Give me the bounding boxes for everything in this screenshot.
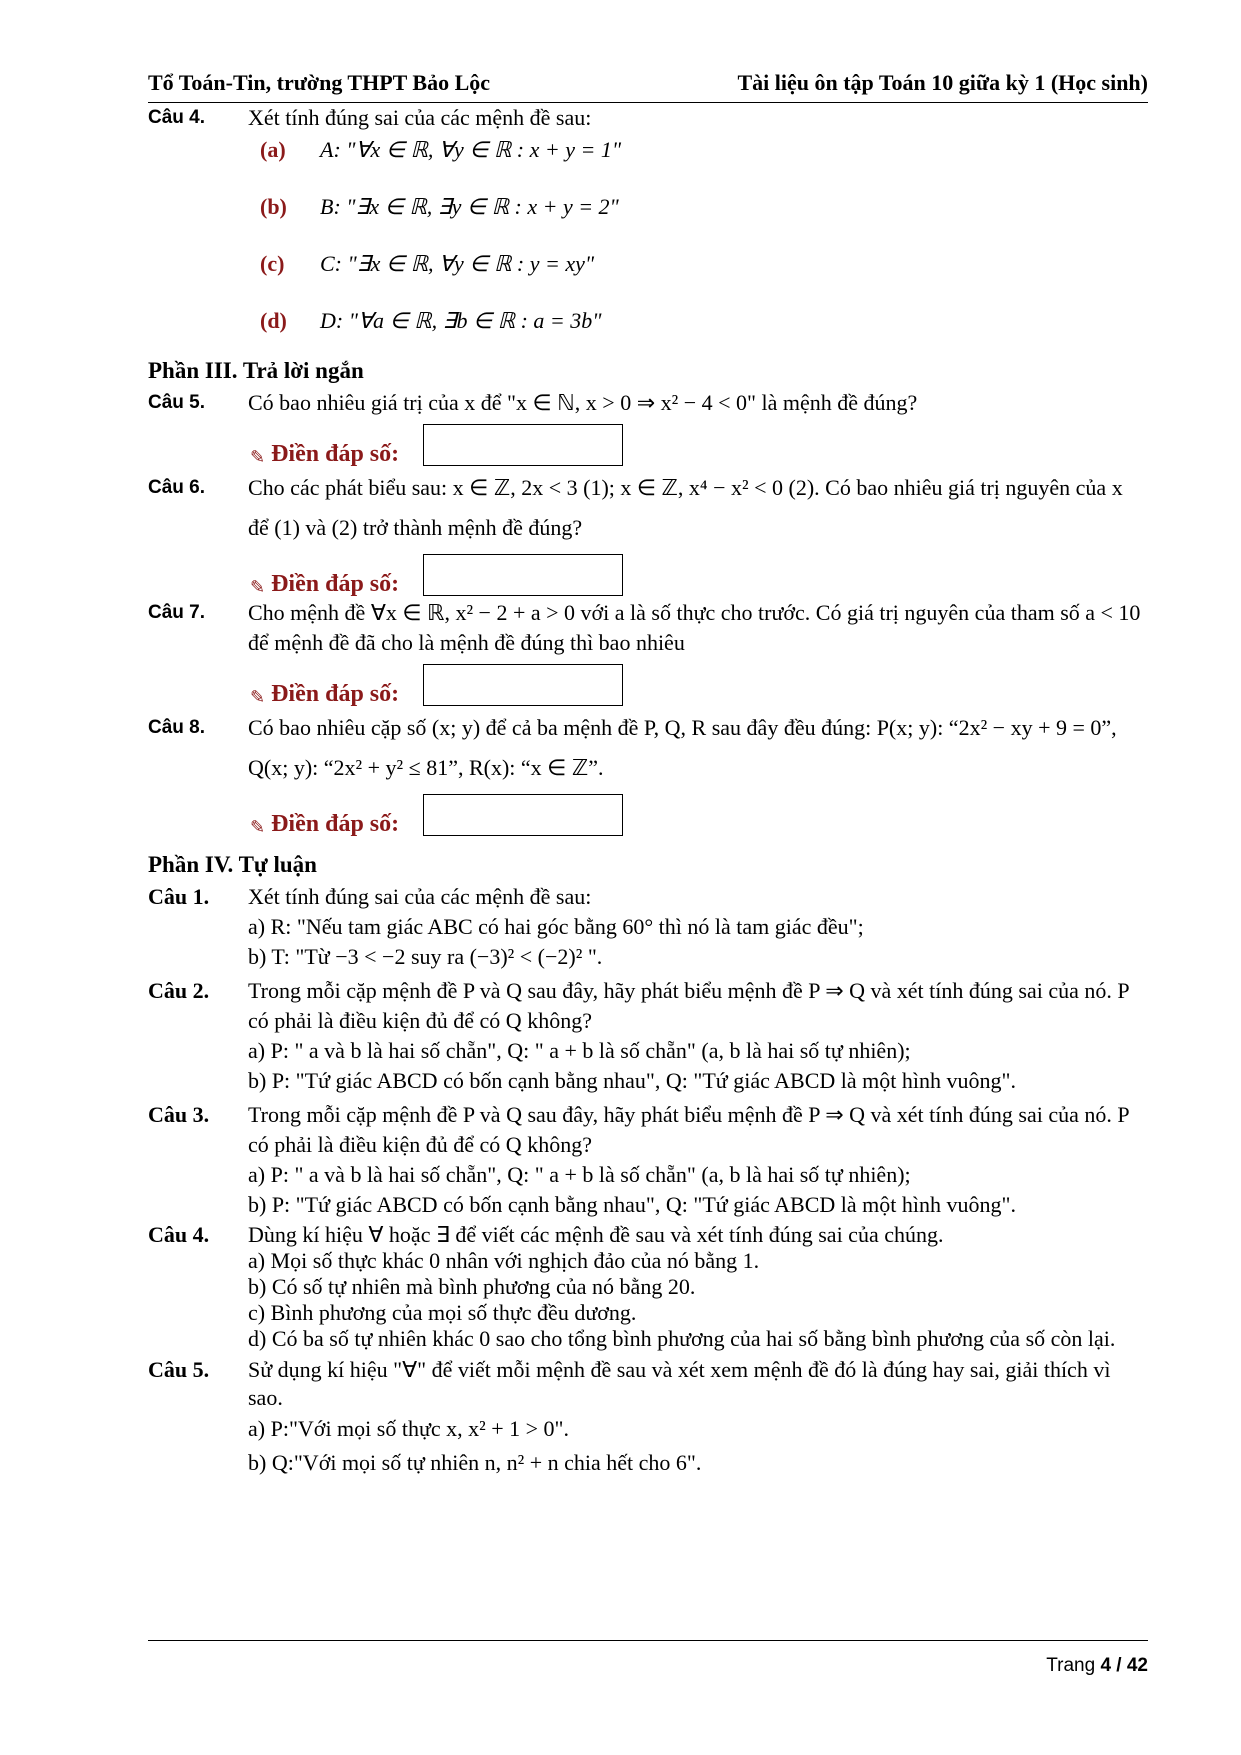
question-5 — [148, 388, 1148, 418]
question-text: Trong mỗi cặp mệnh đề P và Q sau đây, hãy phát biểu mệnh đề P ⇒ Q và xét tính đúng sai của nó. P có phải là điều kiện đủ để có Q không? — [248, 1102, 1129, 1157]
question-7 — [148, 598, 1148, 658]
answer-row — [250, 794, 1148, 838]
question-text: Xét tính đúng sai của các mệnh đề sau: — [248, 884, 592, 909]
page-current: 4 — [1100, 1655, 1112, 1676]
question-label: Câu 5. — [148, 1357, 210, 1382]
option-b — [260, 194, 1148, 251]
question-text: Cho mệnh đề ∀x ∈ ℝ, x² − 2 + a > 0 với a là số thực cho trước. Có giá trị nguyên của tham số a < 10 để mệnh đề đã cho là mệnh đề đúng thì bao nhiêu — [248, 600, 1141, 655]
sub-item: b) T: "Từ −3 < −2 suy ra (−3)² < (−2)² ". — [248, 944, 603, 969]
option-a — [260, 137, 1148, 194]
question-label: Câu 6. — [148, 477, 206, 498]
answer-box[interactable] — [423, 794, 623, 836]
option-d — [260, 308, 1148, 348]
sub-item: d) Có ba số tự nhiên khác 0 sao cho tổng bình phương của hai số bằng bình phương của số còn lại. — [248, 1326, 1116, 1351]
pencil-icon: ✎ — [250, 577, 266, 597]
answer-label: Điền đáp số: — [271, 681, 400, 707]
pencil-icon: ✎ — [250, 817, 266, 837]
answer-box[interactable] — [423, 554, 623, 596]
option-text: A: "∀x ∈ ℝ, ∀y ∈ ℝ : x + y = 1" — [320, 137, 622, 162]
question-text: Trong mỗi cặp mệnh đề P và Q sau đây, hãy phát biểu mệnh đề P ⇒ Q và xét tính đúng sai của nó. P có phải là điều kiện đủ để có Q không? — [248, 978, 1129, 1033]
pencil-icon: ✎ — [250, 447, 266, 467]
option-text: D: "∀a ∈ ℝ, ∃b ∈ ℝ : a = 3b" — [320, 308, 602, 333]
question-label: Câu 4. — [148, 107, 206, 128]
page — [148, 70, 1148, 1480]
option-list — [148, 137, 1148, 348]
question-6 — [148, 468, 1148, 548]
question-text: Cho các phát biểu sau: x ∈ ℤ, 2x < 3 (1); x ∈ ℤ, x⁴ − x² < 0 (2). Có bao nhiêu giá trị nguyên của x để (1) và (2) trở thành mệnh đề đúng? — [248, 475, 1123, 540]
essay-question-2 — [148, 976, 1148, 1096]
page-header — [148, 70, 1148, 103]
sub-item: b) P: "Tứ giác ABCD có bốn cạnh bằng nhau", Q: "Tứ giác ABCD là một hình vuông". — [248, 1192, 1016, 1217]
answer-row — [250, 664, 1148, 708]
option-label: (a) — [260, 137, 286, 162]
sub-item: b) Có số tự nhiên mà bình phương của nó bằng 20. — [248, 1274, 696, 1299]
answer-row — [250, 554, 1148, 598]
answer-box[interactable] — [423, 664, 623, 706]
sub-item: a) P:"Với mọi số thực x, x² + 1 > 0". — [248, 1416, 570, 1441]
question-label: Câu 1. — [148, 884, 210, 909]
page-total: / 42 — [1116, 1655, 1148, 1676]
section-title: Phần III. Trả lời ngắn — [148, 358, 364, 383]
question-label: Câu 7. — [148, 602, 206, 623]
essay-question-3 — [148, 1100, 1148, 1220]
sub-item: a) R: "Nếu tam giác ABC có hai góc bằng 60° thì nó là tam giác đều"; — [248, 914, 864, 939]
answer-label: Điền đáp số: — [271, 811, 400, 837]
answer-row — [250, 424, 1148, 468]
page-footer — [148, 1640, 1148, 1676]
option-text: C: "∃x ∈ ℝ, ∀y ∈ ℝ : y = xy" — [320, 251, 595, 276]
question-text: Xét tính đúng sai của các mệnh đề sau: — [248, 105, 592, 130]
header-left: Tổ Toán-Tin, trường THPT Bảo Lộc — [148, 70, 491, 95]
option-label: (b) — [260, 194, 287, 219]
section-title: Phần IV. Tự luận — [148, 852, 317, 877]
essay-question-1 — [148, 882, 1148, 972]
essay-question-5 — [148, 1356, 1148, 1480]
sub-item: b) P: "Tứ giác ABCD có bốn cạnh bằng nhau", Q: "Tứ giác ABCD là một hình vuông". — [248, 1068, 1016, 1093]
question-text: Dùng kí hiệu ∀ hoặc ∃ để viết các mệnh đề sau và xét tính đúng sai của chúng. — [248, 1222, 944, 1247]
question-label: Câu 5. — [148, 392, 206, 413]
sub-item: a) P: " a và b là hai số chẵn", Q: " a + b là số chẵn" (a, b là hai số tự nhiên); — [248, 1162, 911, 1187]
option-c — [260, 251, 1148, 308]
answer-box[interactable] — [423, 424, 623, 466]
question-8 — [148, 708, 1148, 788]
sub-item: b) Q:"Với mọi số tự nhiên n, n² + n chia hết cho 6". — [248, 1450, 702, 1475]
question-text: Có bao nhiêu cặp số (x; y) để cả ba mệnh đề P, Q, R sau đây đều đúng: P(x; y): “2x² − xy + 9 = 0”, Q(x; y): “2x² + y² ≤ 81”, R(x): “x ∈ ℤ”. — [248, 715, 1117, 780]
option-label: (c) — [260, 251, 285, 276]
sub-item: c) Bình phương của mọi số thực đều dương. — [248, 1300, 637, 1325]
question-4 — [148, 103, 1148, 133]
pencil-icon: ✎ — [250, 687, 266, 707]
question-text: Sử dụng kí hiệu "∀" để viết mỗi mệnh đề sau và xét xem mệnh đề đó là đúng hay sai, giải thích vì sao. — [248, 1357, 1111, 1410]
question-text: Có bao nhiêu giá trị của x để "x ∈ ℕ, x > 0 ⇒ x² − 4 < 0" là mệnh đề đúng? — [248, 390, 918, 415]
answer-label: Điền đáp số: — [271, 441, 400, 467]
option-text: B: "∃x ∈ ℝ, ∃y ∈ ℝ : x + y = 2" — [320, 194, 619, 219]
question-label: Câu 2. — [148, 978, 210, 1003]
page-number — [1046, 1655, 1148, 1677]
question-label: Câu 3. — [148, 1102, 210, 1127]
question-label: Câu 8. — [148, 717, 206, 738]
essay-question-4 — [148, 1222, 1148, 1352]
option-label: (d) — [260, 308, 287, 333]
answer-label: Điền đáp số: — [271, 571, 400, 597]
sub-item: a) P: " a và b là hai số chẵn", Q: " a + b là số chẵn" (a, b là hai số tự nhiên); — [248, 1038, 911, 1063]
page-prefix: Trang — [1046, 1655, 1096, 1676]
question-label: Câu 4. — [148, 1222, 210, 1247]
header-right: Tài liệu ôn tập Toán 10 giữa kỳ 1 (Học sinh) — [737, 70, 1148, 95]
sub-item: a) Mọi số thực khác 0 nhân với nghịch đảo của nó bằng 1. — [248, 1248, 760, 1273]
